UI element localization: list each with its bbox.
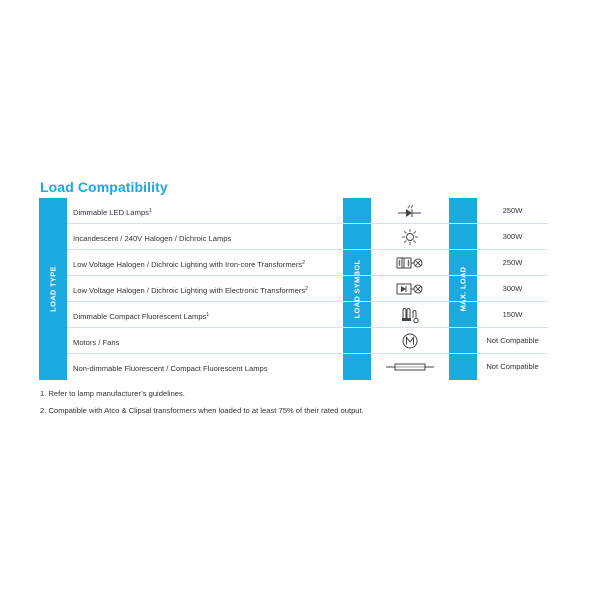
fluorescent-tube-icon [371,354,449,380]
load-type-cell: Dimmable Compact Fluorescent Lamps$^1$ [73,312,210,321]
load-type-cell: Incandescent / 240V Halogen / Dichroic Lamps [73,234,232,243]
page-title: Load Compatibility [40,179,168,195]
max-load-cell: 250W [502,258,523,267]
load-type-cell: Non-dimmable Fluorescent / Compact Fluorescent Lamps [73,364,268,373]
table-row [67,276,548,302]
footnote-1: 1. Refer to lamp manufacturer’s guidelines. [40,389,185,398]
table-row [67,328,548,354]
load-type-cell: Low Voltage Halogen / Dichroic Lighting with Iron-core Transformers$^2$ [73,260,305,269]
max-load-header-label: MAX. LOAD [458,266,468,312]
table-row [67,354,548,380]
table-row [67,250,548,276]
max-load-cell: Not Compatible [486,336,539,345]
max-load-cell: 250W [502,206,523,215]
compact-fluorescent-icon [371,302,449,328]
table-row [67,302,548,328]
load-compatibility-table [39,198,548,380]
max-load-cell: Not Compatible [486,362,539,371]
load-type-header [39,198,67,380]
max-load-cell: 300W [502,232,523,241]
footnote-2: 2. Compatible with Atco & Clipsal transformers when loaded to at least 75% of their rated output. [40,406,364,415]
load-type-cell: Low Voltage Halogen / Dichroic Lighting with Electronic Transformers$^2$ [73,286,308,295]
motor-icon [371,328,449,354]
lamp-icon [371,224,449,250]
table-row [67,198,548,224]
load-type-cell: Dimmable LED Lamps$^1$ [73,208,152,217]
max-load-cell: 300W [502,284,523,293]
load-symbol-header-label: LOAD SYMBOL [352,259,362,319]
max-load-cell: 150W [502,310,523,319]
electronic-transformer-icon [371,276,449,302]
table-row [67,224,548,250]
load-type-header-label: LOAD TYPE [48,266,58,312]
load-type-cell: Motors / Fans [73,338,120,347]
led-dimmer-icon [371,198,449,224]
iron-core-transformer-icon [371,250,449,276]
